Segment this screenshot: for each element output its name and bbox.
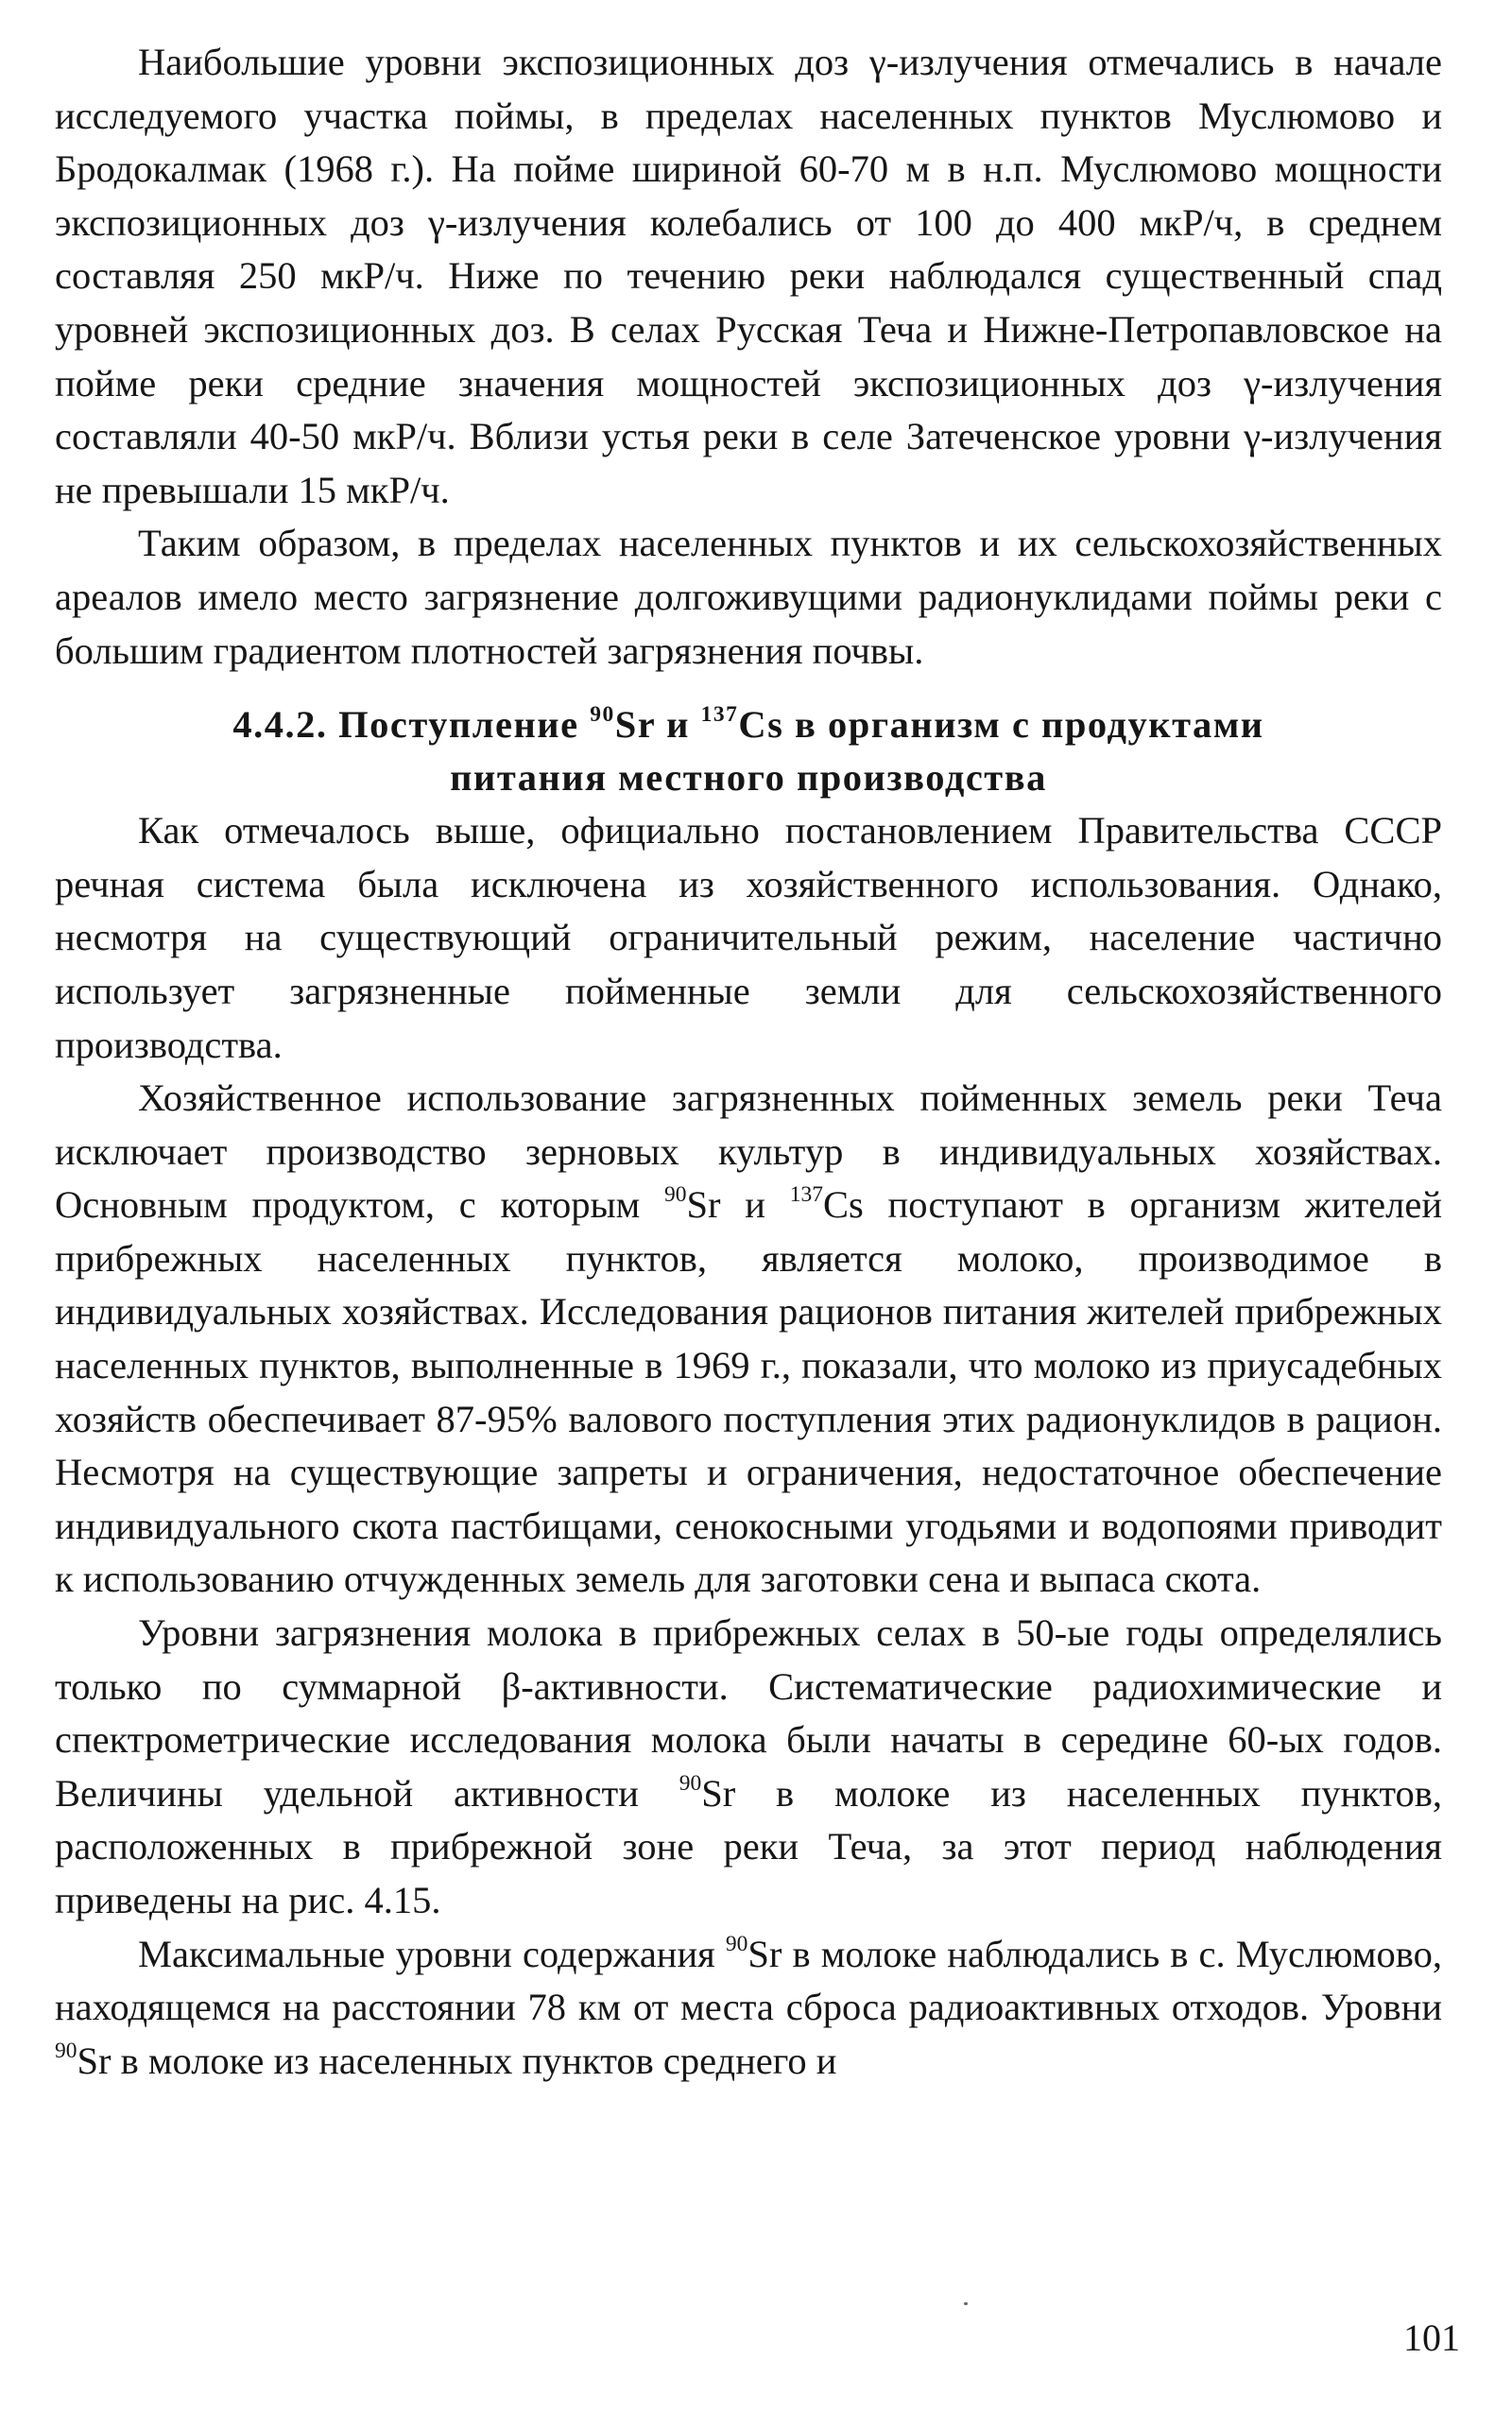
- paragraph-milk-intake: Хозяйственное использование загрязненных пойменных земель реки Теча исключает производство зерновых культур в индивидуальных хозяйствах. Основным продуктом, с которым $^{90}$Sr и $^{137}$Cs поступают в организм жителей прибрежных населенных пунктов, является молоко, производимое в индивидуальных хозяйствах. Исследования рационов питания жителей прибрежных населенных пунктов, выполненные в 1969 г., показали, что молоко из приусадебных хозяйств обеспечивает 87-95% валового поступления этих радионуклидов в рацион. Несмотря на существующие запреты и ограничения, недостаточное обеспечение индивидуального скота пастбищами, сенокосными угодьями и водопоями приводит к использованию отчужденных земель для заготовки сена и выпаса скота.: [55, 1076, 1442, 1601]
- section-heading-line-1: 4.4.2. Поступление $^{90}$Sr и $^{137}$Cs в организм с продуктами: [232, 702, 1264, 747]
- paragraph-conclusion: Таким образом, в пределах населенных пунктов и их сельскохозяйственных ареалов имело место загрязнение долгоживущими радионуклидами поймы реки с большим градиентом плотностей загрязнения почвы.: [55, 522, 1442, 672]
- section-heading-line-2: питания местного производства: [450, 756, 1047, 800]
- body-text: [55, 36, 1442, 2088]
- paragraph-max-levels: Максимальные уровни содержания $^{90}$Sr в молоке наблюдались в с. Муслюмово, находящемся на расстоянии 78 км от места сброса радиоактивных отходов. Уровни $^{90}$Sr в молоке из населенных пунктов среднего и: [55, 1931, 1442, 2082]
- page-number: 101: [1403, 2316, 1460, 2359]
- paragraph-milk-contamination: Уровни загрязнения молока в прибрежных селах в 50-ые годы определялись только по суммарной β-активности. Систематические радиохимические и спектрометрические исследования молока были начаты в середине 60-ых годов. Величины удельной активности $^{90}$Sr в молоке из населенных пунктов, расположенных в прибрежной зоне реки Теча, за этот период наблюдения приведены на рис. 4.15.: [55, 1611, 1442, 1921]
- section-body: [55, 804, 1442, 2088]
- section-heading: [55, 698, 1442, 804]
- paragraph-radiation-levels: Наибольшие уровни экспозиционных доз γ-излучения отмечались в начале исследуемого участка поймы, в пределах населенных пунктов Муслюмово и Бродокалмак (1968 г.). На пойме шириной 60-70 м в н.п. Муслюмово мощности экспозиционных доз γ-излучения колебались от 100 до 400 мкР/ч, в среднем составляя 250 мкР/ч. Ниже по течению реки наблюдался существенный спад уровней экспозиционных доз. В селах Русская Теча и Нижне-Петропавловское на пойме реки средние значения мощностей экспозиционных доз γ-излучения составляли 40-50 мкР/ч. Вблизи устья реки в селе Затеченское уровни γ-излучения не превышали 15 мкР/ч.: [55, 41, 1442, 511]
- paragraph-restrictions: Как отмечалось выше, официально постановлением Правительства СССР речная система была исключена из хозяйственного использования. Однако, несмотря на существующий ограничительный режим, население частично использует загрязненные пойменные земли для сельскохозяйственного производства.: [55, 809, 1442, 1066]
- scan-speck: [964, 2302, 968, 2305]
